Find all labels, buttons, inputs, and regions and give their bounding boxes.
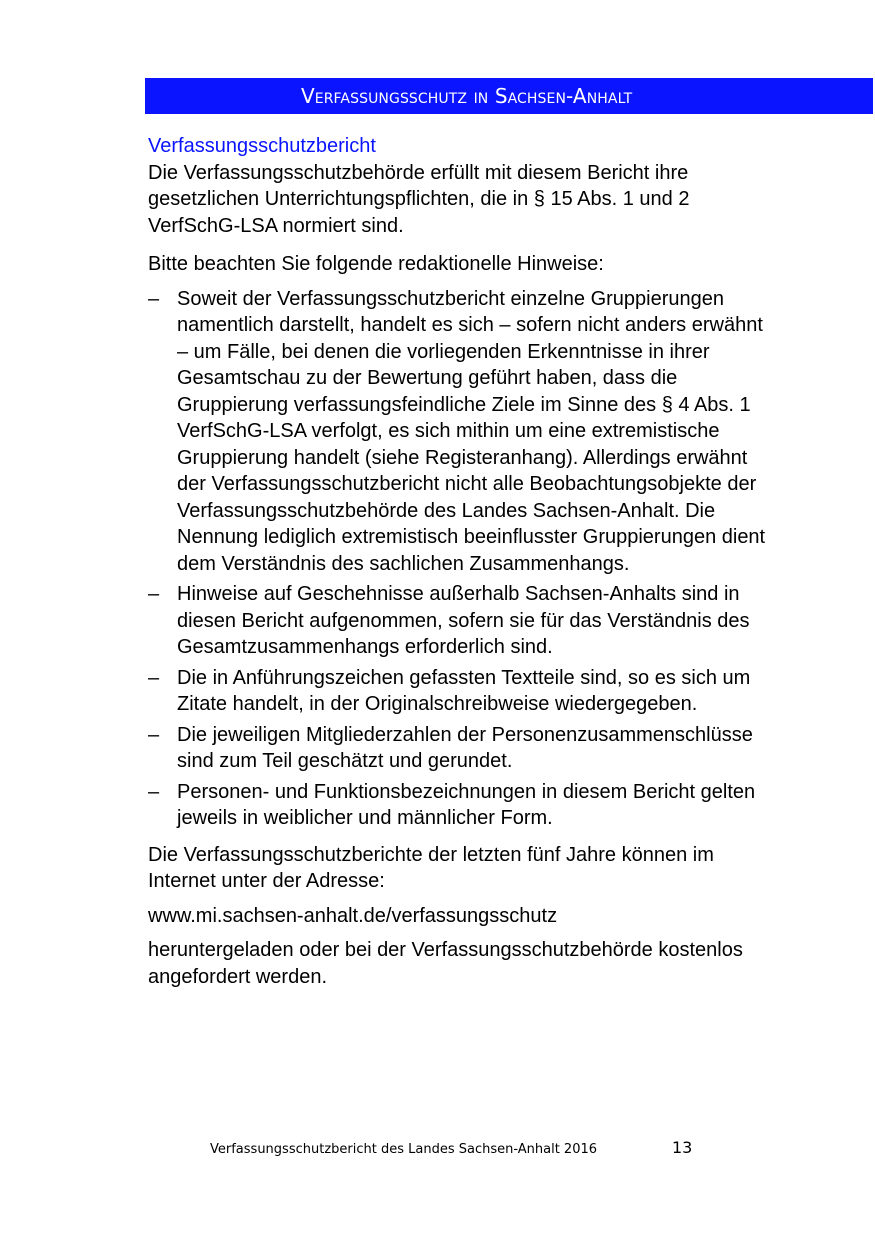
dash-bullet: –: [148, 666, 160, 689]
archive-url: www.mi.sachsen-anhalt.de/verfassungsschutz: [148, 904, 558, 927]
footer-text: Verfassungsschutzbericht des Landes Sachsen-Anhalt 2016: [210, 1142, 598, 1157]
list-item: [148, 286, 768, 578]
page-header-bar: [145, 78, 873, 114]
dash-bullet: –: [148, 723, 160, 746]
list-item-text: Personen- und Funktionsbezeichnungen in diesem Bericht gelten jeweils in weiblicher und männlicher Form.: [177, 780, 756, 829]
header-title: Verfassungsschutz in Sachsen-Anhalt: [301, 84, 633, 108]
list-item: [148, 779, 768, 832]
notes-lead: Bitte beachten Sie folgende redaktionelle Hinweise:: [148, 253, 604, 275]
list-item-text: Soweit der Verfassungsschutzbericht einzelne Gruppierungen namentlich darstellt, handelt es sich – sofern nicht anders erwähnt – um Fälle, bei denen die vorliegenden Erkenntnisse in ihrer Gesamtschau zu der Bewertung geführt haben, dass die Gruppierung verfassungsfeindliche Ziele im Sinne des § 4 Abs. 1 VerfSchG-LSA verfolgt, es sich mithin um eine extremistische Gruppierung handelt (siehe Registeranhang). Allerdings erwähnt der Verfassungsschutzbericht nicht alle Beobachtungsobjekte der Verfassungsschutzbehörde des Landes Sachsen-Anhalt. Die Nennung lediglich extremistisch beeinflusster Gruppierungen dient dem Verständnis des sachlichen Zusammenhangs.: [177, 287, 766, 575]
dash-bullet: –: [148, 583, 160, 605]
main-content: [148, 133, 768, 998]
dash-bullet: –: [148, 287, 160, 310]
list-item: [148, 581, 768, 661]
download-paragraph: heruntergeladen oder bei der Verfassungsschutzbehörde kostenlos angefordert werden.: [148, 939, 743, 988]
page-number: 13: [672, 1138, 693, 1157]
notes-list: [148, 286, 768, 832]
list-item: [148, 722, 768, 775]
section-title: Verfassungsschutzbericht: [148, 135, 376, 157]
list-item: [148, 665, 768, 718]
intro-paragraph: Die Verfassungsschutzbehörde erfüllt mit diesem Bericht ihre gesetzlichen Unterrichtungspflichten, die in § 15 Abs. 1 und 2 VerfSchG-LSA normiert sind.: [148, 161, 690, 237]
list-item-text: Hinweise auf Geschehnisse außerhalb Sachsen-Anhalts sind in diesen Bericht aufgenommen, sofern sie für das Verständnis des Gesamtzusammenhangs erforderlich sind.: [177, 583, 750, 658]
dash-bullet: –: [148, 780, 160, 803]
page-footer: [210, 1140, 710, 1160]
archive-paragraph: Die Verfassungsschutzberichte der letzten fünf Jahre können im Internet unter der Adresse:: [148, 843, 714, 892]
list-item-text: Die jeweiligen Mitgliederzahlen der Personenzusammenschlüsse sind zum Teil geschätzt und gerundet.: [177, 723, 753, 772]
list-item-text: Die in Anführungszeichen gefassten Textteile sind, so es sich um Zitate handelt, in der Originalschreibweise wiedergegeben.: [177, 666, 751, 715]
